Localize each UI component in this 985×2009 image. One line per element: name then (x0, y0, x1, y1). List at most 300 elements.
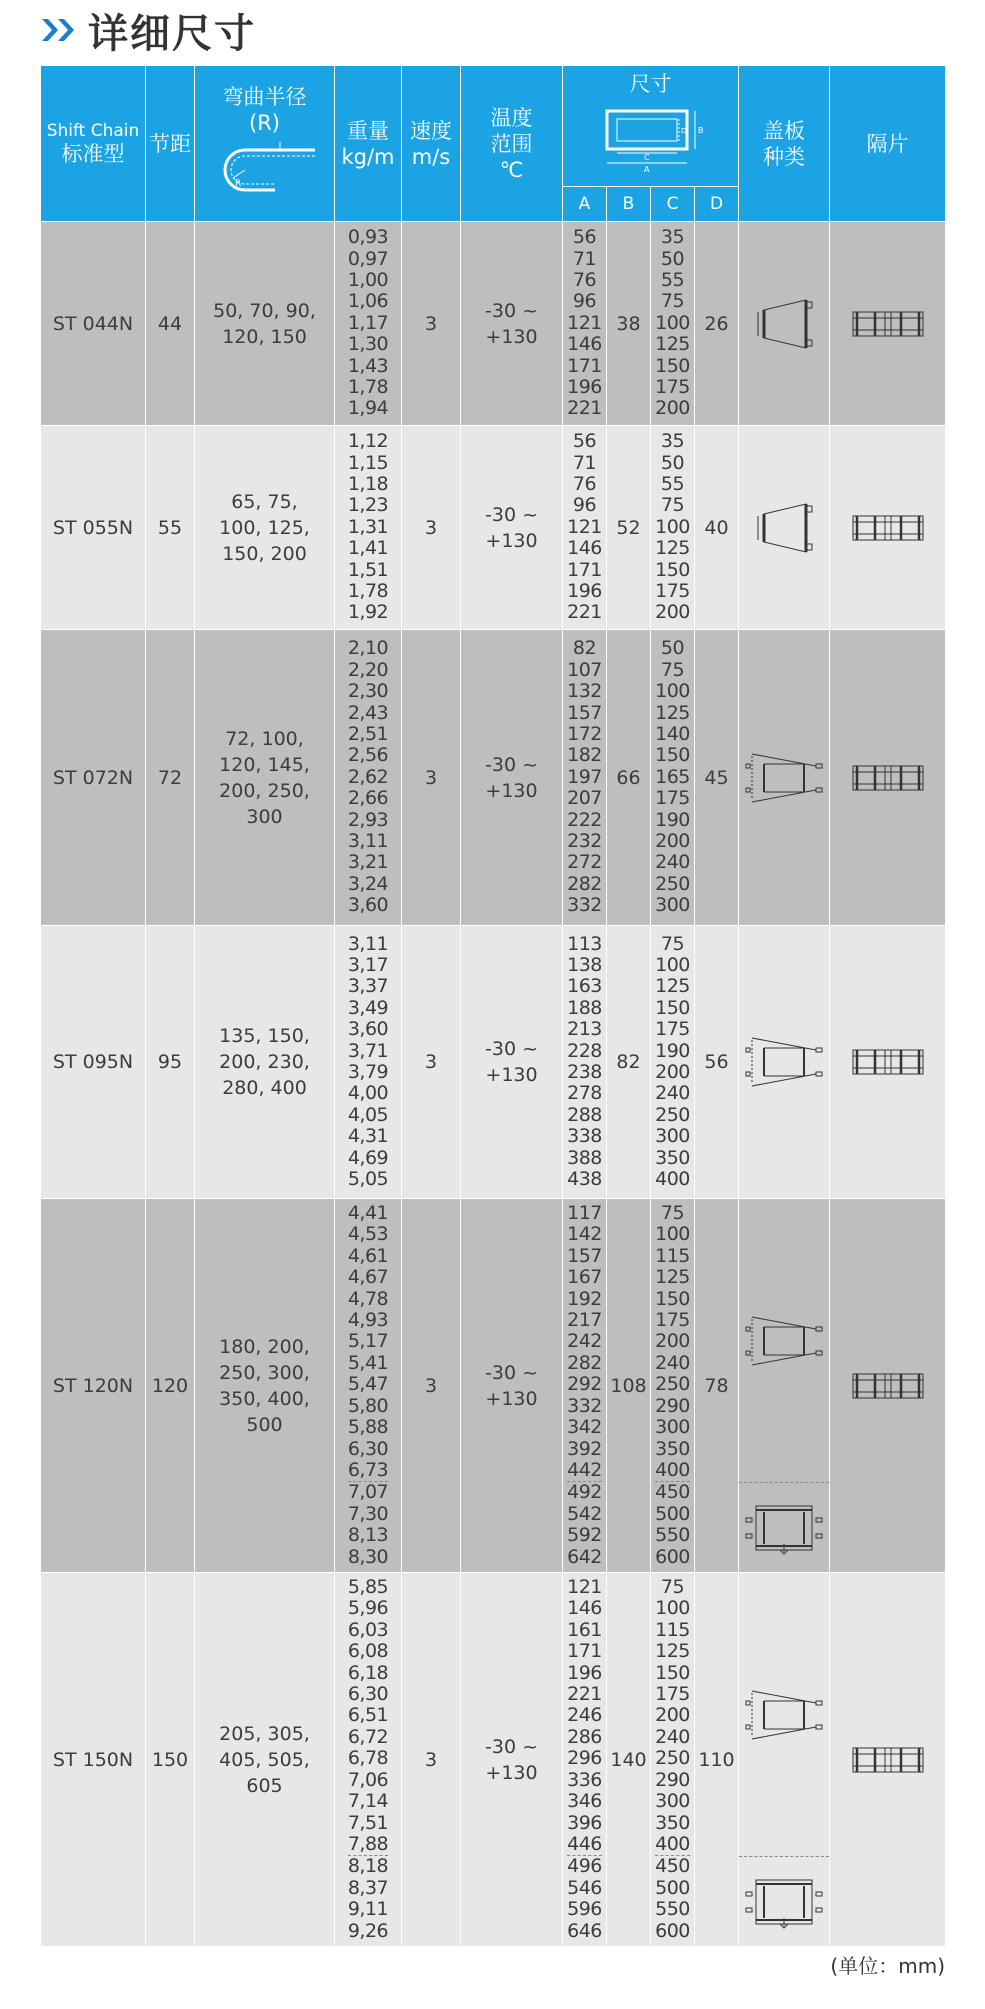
table-row (41, 926, 946, 1199)
cell-separator (830, 1199, 946, 1573)
dim-a-list-value: 213 (567, 1018, 602, 1041)
dim-c-list-value: 125 (655, 537, 690, 560)
dim-a-list-value: 196 (567, 580, 602, 603)
dim-a-list-value: 76 (572, 268, 597, 291)
dim-a-list-value: 388 (567, 1146, 602, 1169)
dim-a-list-value: 172 (567, 722, 602, 745)
dim-a-list-value: 56 (572, 226, 597, 249)
weight-list-value: 1,00 (347, 268, 389, 291)
temp-range-line: +130 (485, 1387, 538, 1410)
weight-list-value: 8,13 (347, 1524, 389, 1547)
dim-a-list-value: 192 (567, 1287, 602, 1310)
separator-icon (830, 1047, 945, 1077)
cell-dim-d: 56 (695, 926, 739, 1199)
dim-c-list-value: 250 (655, 1373, 690, 1396)
cross-section-label-b: B (697, 126, 703, 135)
radius-list-line: 180, 200, (219, 1335, 310, 1358)
cover-open-icon (739, 1032, 829, 1092)
dim-c-list-value: 75 (660, 932, 685, 955)
cover-open-icon (739, 1573, 829, 1857)
dim-c-list (651, 638, 694, 916)
radius-list-line: 405, 505, (219, 1748, 310, 1771)
cell-speed: 3 (402, 1573, 461, 1947)
cell-model: ST 055N (41, 426, 146, 630)
dim-c-list-value: 125 (655, 1266, 690, 1289)
col-header-speed (402, 66, 461, 222)
dim-c-list-value: 300 (655, 1416, 690, 1439)
dim-c-list-value: 550 (655, 1524, 690, 1547)
radius-list-line: 250, 300, (219, 1361, 310, 1384)
radius-list-line: 350, 400, (219, 1387, 310, 1410)
dim-a-list-value: 56 (572, 430, 597, 453)
col-header-d: D (695, 187, 739, 222)
cell-dim-a (563, 1573, 607, 1947)
weight-list-value: 1,31 (347, 515, 389, 538)
temp-range (461, 1734, 562, 1786)
cell-cover (739, 426, 830, 630)
dim-a-list-value: 282 (567, 872, 602, 895)
col-header-dims (563, 66, 739, 187)
dim-a-list-value: 292 (567, 1373, 602, 1396)
weight-list-value: 2,20 (347, 658, 389, 681)
weight-list (335, 638, 401, 916)
cell-separator (830, 222, 946, 426)
temp-range (461, 502, 562, 554)
weight-list-value: 3,60 (347, 1018, 389, 1041)
dim-c-list-value: 55 (660, 268, 685, 291)
dim-c-list-value: 150 (655, 744, 690, 767)
radius-list-line: 50, 70, 90, (213, 299, 316, 322)
dim-a-list-value: 182 (567, 744, 602, 767)
dim-a-list-value: 221 (567, 601, 602, 624)
dim-c-list-value: 75 (660, 290, 685, 313)
cell-radius (195, 926, 335, 1199)
dim-c-list-value: 250 (655, 1747, 690, 1770)
cell-speed: 3 (402, 630, 461, 926)
weight-list (335, 431, 401, 624)
weight-list-value: 1,94 (347, 397, 389, 420)
weight-list-value: 1,92 (347, 601, 389, 624)
weight-list-value: 4,05 (347, 1103, 389, 1126)
cell-dim-d: 45 (695, 630, 739, 926)
dim-a-list-value: 286 (567, 1725, 602, 1748)
cell-radius (195, 1573, 335, 1947)
cell-radius (195, 630, 335, 926)
dim-a-list-value: 71 (572, 247, 597, 270)
col-header-separator (830, 66, 946, 222)
dim-c-list-value: 150 (655, 1661, 690, 1684)
dim-c-list-value: 175 (655, 1683, 690, 1706)
dim-a-list-value: 138 (567, 953, 602, 976)
dim-c-list-value: 100 (655, 1223, 690, 1246)
cell-dim-c (651, 630, 695, 926)
weight-list-value: 9,26 (347, 1919, 389, 1942)
cell-model: ST 095N (41, 926, 146, 1199)
cell-dim-b: 140 (607, 1573, 651, 1947)
weight-list-value: 4,53 (347, 1223, 389, 1246)
dim-a-list-value: 346 (567, 1790, 602, 1813)
temp-range (461, 1360, 562, 1412)
dim-a-list-value: 96 (572, 494, 597, 517)
cell-temp (461, 426, 563, 630)
dim-a-list (563, 638, 606, 916)
weight-list-value: 5,88 (347, 1416, 389, 1439)
temp-range-line: -30 ~ (485, 1361, 538, 1384)
dim-c-list-value: 200 (655, 830, 690, 853)
radius-list-line: 200, 230, (219, 1051, 310, 1073)
dim-c-list-value: 100 (655, 515, 690, 538)
spec-table-body (41, 222, 946, 1947)
dim-a-list-value: 238 (567, 1061, 602, 1083)
dim-a-list-value: 332 (567, 1394, 602, 1417)
dim-a-list-value: 121 (567, 311, 602, 334)
weight-list-value: 8,30 (347, 1545, 389, 1568)
dim-c-list-value: 100 (655, 1597, 690, 1620)
dim-c-list-value: 175 (655, 376, 690, 399)
dim-a-list-value: 121 (567, 515, 602, 538)
dim-c-list-value: 500 (655, 1876, 690, 1899)
weight-list-value: 3,11 (347, 830, 389, 853)
cell-dim-d: 26 (695, 222, 739, 426)
cell-pitch: 44 (146, 222, 195, 426)
weight-list-value: 0,97 (347, 247, 389, 270)
radius-list-line: 120, 150 (222, 325, 307, 348)
dim-c-list-value: 200 (655, 397, 690, 420)
dim-a-list-value: 542 (567, 1502, 602, 1525)
weight-list-value: 2,66 (347, 787, 389, 810)
weight-list-value: 1,30 (347, 333, 389, 356)
weight-list-value: 5,41 (347, 1351, 389, 1374)
dim-c-list (651, 1577, 694, 1942)
cell-dim-c (651, 1573, 695, 1947)
dim-c-list-value: 150 (655, 996, 690, 1019)
weight-list-value: 7,30 (347, 1502, 389, 1525)
cell-pitch: 55 (146, 426, 195, 630)
cell-weight (335, 426, 402, 630)
radius-list (195, 726, 334, 830)
dim-a-list-value: 196 (567, 376, 602, 399)
dim-c-list-value: 50 (660, 247, 685, 270)
dim-c-list-value: 35 (660, 226, 685, 249)
cell-dim-b: 38 (607, 222, 651, 426)
dim-c-list-value: 150 (655, 1287, 690, 1310)
dim-a-list-value: 71 (572, 451, 597, 474)
page-title-bar (40, 0, 256, 60)
radius-list-line: 300 (246, 805, 283, 828)
cell-dim-d: 40 (695, 426, 739, 630)
dim-c-list-value: 450 (655, 1855, 690, 1878)
dim-a-list-value: 117 (567, 1202, 602, 1225)
dim-a-list-value: 132 (567, 680, 602, 703)
dim-a-list (563, 431, 606, 624)
separator-icon (830, 513, 945, 543)
cell-pitch: 95 (146, 926, 195, 1199)
cover-frame-icon (739, 1857, 829, 1946)
header-model-cn: 标准型 (61, 141, 125, 166)
header-temp-label-2: 范围 (490, 131, 533, 156)
weight-list-value: 4,93 (347, 1309, 389, 1332)
dim-a-list-value: 157 (567, 701, 602, 724)
weight-list-value: 1,51 (347, 558, 389, 581)
dim-c-list-value: 250 (655, 872, 690, 895)
weight-list-value: 3,37 (347, 975, 389, 998)
cross-section-label-a: A (643, 165, 649, 174)
cell-dim-d: 78 (695, 1199, 739, 1573)
cover-stack (739, 1573, 829, 1946)
weight-list-value: 7,07 (347, 1481, 389, 1504)
cell-dim-a (563, 222, 607, 426)
cell-cover (739, 630, 830, 926)
separator-icon (830, 763, 945, 793)
weight-list-value: 7,14 (347, 1790, 389, 1813)
weight-list-value: 2,56 (347, 744, 389, 767)
dim-a-list-value: 392 (567, 1437, 602, 1460)
bend-radius-diagram-icon (205, 136, 325, 200)
temp-range-line: -30 ~ (485, 753, 538, 776)
dim-c-list-value: 350 (655, 1811, 690, 1834)
cover-open-icon (739, 1199, 829, 1483)
table-row (41, 630, 946, 926)
dim-c-list-value: 240 (655, 1725, 690, 1748)
dim-c-list-value: 165 (655, 765, 690, 788)
temp-range (461, 752, 562, 804)
weight-list-value: 6,72 (347, 1725, 389, 1748)
weight-list (335, 934, 401, 1191)
cell-dim-a (563, 1199, 607, 1573)
dim-a-list-value: 232 (567, 830, 602, 853)
weight-list-value: 6,18 (347, 1661, 389, 1684)
weight-list-value: 4,78 (347, 1287, 389, 1310)
dim-a-list-value: 221 (567, 1683, 602, 1706)
dim-a-list-value: 146 (567, 1597, 602, 1620)
cell-separator (830, 926, 946, 1199)
dim-c-list-value: 115 (655, 1618, 690, 1641)
header-model-en: Shift Chain (46, 120, 140, 141)
cell-cover (739, 1573, 830, 1947)
cross-section-label-d: D (680, 127, 686, 135)
cell-cover (739, 926, 830, 1199)
dim-c-list-value: 250 (655, 1103, 690, 1126)
cover-open-icon (739, 748, 829, 808)
dim-c-list-value: 200 (655, 1061, 690, 1083)
dim-a-list-value: 396 (567, 1811, 602, 1834)
weight-list-value: 1,23 (347, 494, 389, 517)
dim-c-list-value: 350 (655, 1146, 690, 1169)
dim-c-list-value: 75 (660, 1202, 685, 1225)
radius-list-line: 65, 75, (231, 490, 298, 513)
dim-c-list-value: 125 (655, 333, 690, 356)
cell-weight (335, 926, 402, 1199)
temp-range-line: +130 (485, 1064, 538, 1086)
temp-range-line: +130 (485, 779, 538, 802)
table-row (41, 426, 946, 630)
table-row (41, 1573, 946, 1947)
col-header-b: B (607, 187, 651, 222)
weight-list-value: 2,93 (347, 808, 389, 831)
dim-c-list-value: 190 (655, 808, 690, 831)
col-header-temp (461, 66, 563, 222)
dim-a-list-value: 646 (567, 1919, 602, 1942)
dim-c-list-value: 400 (655, 1458, 690, 1481)
weight-list-value: 8,37 (347, 1876, 389, 1899)
weight-list-value: 6,78 (347, 1747, 389, 1770)
bend-radius-diagram-label: R (234, 178, 241, 189)
dim-c-list-value: 175 (655, 1309, 690, 1332)
weight-list (335, 1577, 401, 1942)
cell-pitch: 72 (146, 630, 195, 926)
dim-c-list-value: 400 (655, 1832, 690, 1855)
weight-list-value: 3,11 (347, 932, 389, 955)
separator-icon (830, 1371, 945, 1401)
dim-a-list (563, 1577, 606, 1942)
header-temp-label-1: 温度 (490, 105, 533, 130)
dim-a-list-value: 121 (567, 1576, 602, 1599)
cell-dim-b: 108 (607, 1199, 651, 1573)
col-header-model (41, 66, 146, 222)
header-pitch-label: 节距 (149, 131, 191, 156)
dim-a-list-value: 496 (567, 1855, 602, 1878)
cell-weight (335, 222, 402, 426)
weight-list-value: 3,24 (347, 872, 389, 895)
header-radius-label: 弯曲半径 (222, 84, 307, 109)
dim-c-list-value: 200 (655, 601, 690, 624)
weight-list-value: 4,31 (347, 1125, 389, 1148)
temp-range (461, 1036, 562, 1088)
temp-range-line: +130 (485, 1761, 538, 1784)
cell-dim-a (563, 926, 607, 1199)
dim-c-list-value: 200 (655, 1704, 690, 1727)
cell-model: ST 150N (41, 1573, 146, 1947)
cell-temp (461, 1573, 563, 1947)
dim-c-list-value: 290 (655, 1394, 690, 1417)
weight-list-value: 4,61 (347, 1244, 389, 1267)
weight-list-value: 7,51 (347, 1811, 389, 1834)
cell-radius (195, 426, 335, 630)
cell-dim-b: 66 (607, 630, 651, 926)
dim-c-list-value: 600 (655, 1919, 690, 1942)
cell-dim-c (651, 222, 695, 426)
weight-list-value: 4,69 (347, 1146, 389, 1169)
dim-a-list (563, 227, 606, 420)
weight-list-value: 2,30 (347, 680, 389, 703)
dim-a-list-value: 146 (567, 537, 602, 560)
header-cover-label-2: 种类 (763, 144, 805, 169)
cell-radius (195, 222, 335, 426)
dim-c-list-value: 500 (655, 1502, 690, 1525)
dim-a-list-value: 296 (567, 1747, 602, 1770)
weight-list-value: 5,80 (347, 1394, 389, 1417)
weight-list-value: 6,08 (347, 1640, 389, 1663)
cell-temp (461, 1199, 563, 1573)
dim-c-list-value: 50 (660, 451, 685, 474)
dim-c-list-value: 140 (655, 722, 690, 745)
dim-a-list-value: 282 (567, 1351, 602, 1374)
weight-list-value: 5,47 (347, 1373, 389, 1396)
weight-list-value: 5,85 (347, 1576, 389, 1599)
cell-weight (335, 1199, 402, 1573)
dim-a-list-value: 492 (567, 1481, 602, 1504)
weight-list-value: 4,67 (347, 1266, 389, 1289)
dim-c-list-value: 240 (655, 851, 690, 874)
weight-list-value: 7,88 (347, 1832, 389, 1855)
cross-section-label-c: C (643, 153, 650, 162)
weight-list-value: 1,15 (347, 451, 389, 474)
dim-a-list-value: 222 (567, 808, 602, 831)
cover-closed-icon (739, 498, 829, 558)
cell-temp (461, 926, 563, 1199)
dim-c-list-value: 100 (655, 311, 690, 334)
separator-icon (830, 309, 945, 339)
cell-speed: 3 (402, 1199, 461, 1573)
cell-dim-c (651, 1199, 695, 1573)
temp-range-line: +130 (485, 325, 538, 348)
radius-list (195, 1721, 334, 1799)
weight-list-value: 6,03 (347, 1618, 389, 1641)
dim-a-list-value: 288 (567, 1103, 602, 1126)
temp-range-line: -30 ~ (485, 1735, 538, 1758)
temp-range-line: -30 ~ (485, 1038, 538, 1060)
dim-c-list-value: 600 (655, 1545, 690, 1568)
dim-c-list-value: 100 (655, 680, 690, 703)
cell-cover (739, 222, 830, 426)
weight-list-value: 5,96 (347, 1597, 389, 1620)
cross-section-diagram-icon (591, 97, 711, 177)
radius-list-line: 500 (246, 1413, 283, 1436)
header-cover-label-1: 盖板 (763, 118, 805, 143)
cell-dim-b: 82 (607, 926, 651, 1199)
radius-list (195, 298, 334, 350)
radius-list-line: 120, 145, (219, 753, 310, 776)
temp-range-line: -30 ~ (485, 299, 538, 322)
dim-a-list-value: 332 (567, 894, 602, 917)
cell-model: ST 044N (41, 222, 146, 426)
cell-dim-b: 52 (607, 426, 651, 630)
col-header-cover (739, 66, 830, 222)
dim-a-list-value: 142 (567, 1223, 602, 1246)
temp-range-line: +130 (485, 529, 538, 552)
weight-list (335, 1203, 401, 1568)
dim-a-list-value: 336 (567, 1768, 602, 1791)
dim-c-list-value: 125 (655, 975, 690, 998)
weight-list-value: 3,79 (347, 1061, 389, 1083)
dim-a-list-value: 228 (567, 1039, 602, 1062)
dim-a-list-value: 242 (567, 1330, 602, 1353)
weight-list-value: 3,17 (347, 953, 389, 976)
weight-list-value: 5,17 (347, 1330, 389, 1353)
dim-c-list-value: 75 (660, 494, 685, 517)
weight-list-value: 8,18 (347, 1855, 389, 1878)
cell-dim-d: 110 (695, 1573, 739, 1947)
weight-list-value: 5,05 (347, 1168, 389, 1191)
dim-c-list (651, 431, 694, 624)
dim-a-list-value: 438 (567, 1168, 602, 1191)
dim-c-list-value: 300 (655, 1125, 690, 1148)
page-title: 详细尺寸 (88, 10, 256, 57)
weight-list-value: 1,17 (347, 311, 389, 334)
unit-note: (单位：mm) (830, 1954, 945, 1978)
dim-a-list-value: 171 (567, 354, 602, 377)
temp-range (461, 298, 562, 350)
dim-a-list-value: 107 (567, 658, 602, 681)
dim-c-list-value: 350 (655, 1437, 690, 1460)
dim-c-list-value: 55 (660, 472, 685, 495)
col-header-weight (335, 66, 402, 222)
weight-list-value: 3,60 (347, 894, 389, 917)
dim-c-list (651, 934, 694, 1191)
dim-a-list-value: 442 (567, 1458, 602, 1481)
radius-list (195, 1334, 334, 1438)
dim-c-list-value: 240 (655, 1351, 690, 1374)
